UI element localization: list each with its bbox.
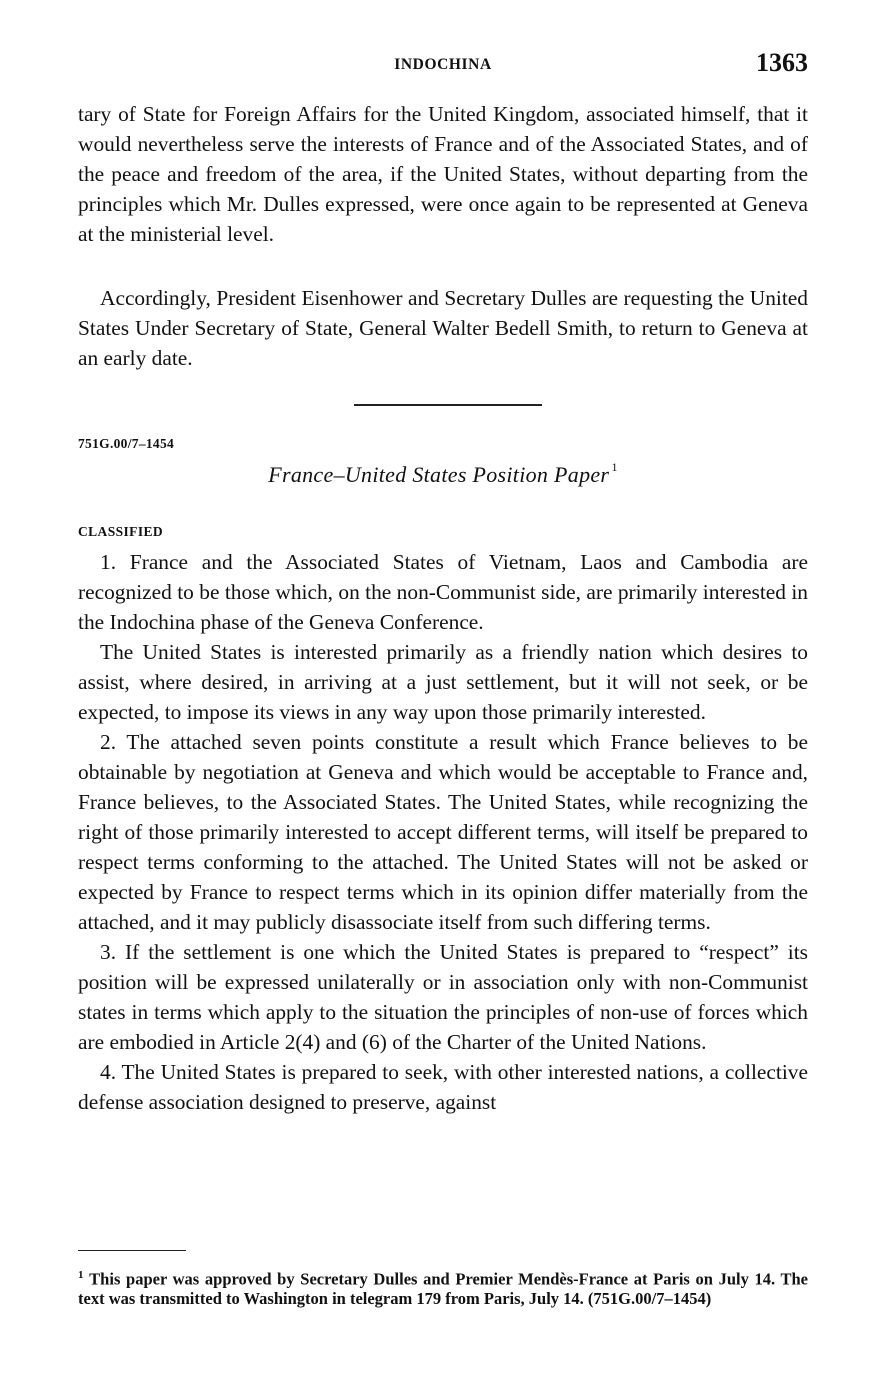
paragraph-continuation: tary of State for Foreign Affairs for the United Kingdom, associated himself, that it would nevertheless serve the interests of France and of the Associated States, and of the peace and freedom of the area, if the United States, without departing from the principles which Mr. Dulles expressed, were once again to be represented at Geneva at the ministerial level. <box>78 102 808 246</box>
paragraph-point-1: 1. France and the Associated States of Vietnam, Laos and Cambodia are recognized to be those which, on the non-Communist side, are primarily interested in the Indochina phase of the Geneva Conference. <box>78 550 808 634</box>
file-reference: 751G.00/7–1454 <box>78 436 175 451</box>
running-header <box>78 48 808 80</box>
footnote-text: This paper was approved by Secretary Dulles and Premier Mendès-France at Paris on July 14. The text was transmitted to Washington in telegram 179 from Paris, July 14. (751G.00/7–1454) <box>78 1269 809 1308</box>
classification-label: CLASSIFIED <box>78 524 164 539</box>
footnote-marker: 1 <box>78 1269 84 1281</box>
document-title <box>78 459 808 488</box>
paragraph-point-3: 3. If the settlement is one which the United States is prepared to “respect” its position will be expressed unilaterally or in association only with non-Communist states in terms which apply to the situation the principles of non-use of forces which are embodied in Article 2(4) and (6) of the Charter of the United Nations. <box>78 940 808 1054</box>
footnote <box>78 1266 808 1308</box>
document-title-text: France–United States Position Paper <box>268 462 610 487</box>
page-number: 1363 <box>756 48 808 77</box>
running-header-title: INDOCHINA <box>394 56 492 73</box>
section-divider <box>354 404 542 406</box>
paragraph-accordingly: Accordingly, President Eisenhower and Secretary Dulles are requesting the United States Under Secretary of State, General Walter Bedell Smith, to return to Geneva at an early date. <box>78 286 808 370</box>
paragraph-us-interest: The United States is interested primarily as a friendly nation which desires to assist, where desired, in arriving at a just settlement, but it will not seek, or be expected, to impose its views in any way upon those primarily interested. <box>78 640 808 724</box>
footnote-reference: 1 <box>611 459 618 474</box>
paragraph-point-4: 4. The United States is prepared to seek, with other interested nations, a collective defense association designed to preserve, against <box>78 1060 808 1114</box>
document-body <box>78 547 808 1117</box>
footnote-divider <box>78 1250 186 1251</box>
paragraph-point-2: 2. The attached seven points constitute a result which France believes to be obtainable by negotiation at Geneva and which would be acceptable to France and, France believes, to the Associated States. The United States, while recognizing the right of those primarily interested to accept different terms, will itself be prepared to respect terms conforming to the attached. The United States will not be asked or expected by France to respect terms which in its opinion differ materially from the attached, and it may publicly disassociate itself from such differing terms. <box>78 730 808 934</box>
